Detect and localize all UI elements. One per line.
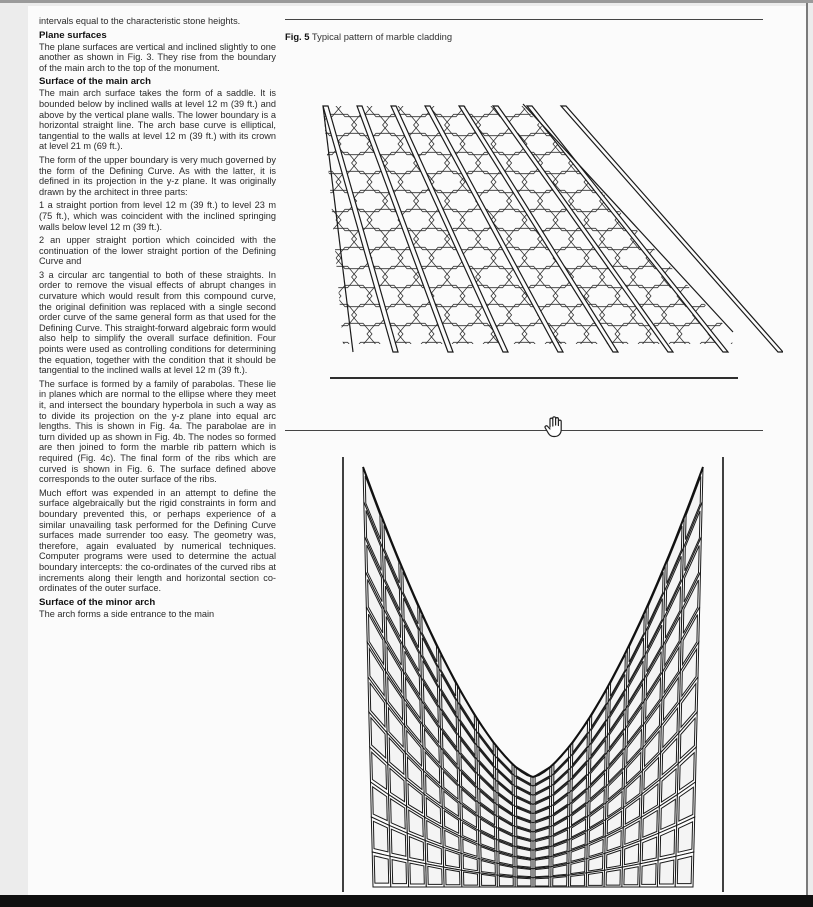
- paragraph-main-arch-2: The form of the upper boundary is very much governed by the form of the Defining Curve. As with the latter, it is defined in its projection in the y-z plane. It was originally drawn by the architect in three parts:: [39, 154, 276, 197]
- heading-main-arch: Surface of the main arch: [39, 76, 151, 88]
- viewer-bottom-bar: [0, 895, 813, 907]
- marble-cladding-pattern-drawing: [283, 94, 783, 394]
- text-column: [39, 16, 276, 622]
- figure-top-rule: [285, 19, 763, 20]
- paragraph-effort: Much effort was expended in an attempt to define the surface algebraically but the rigid constraints in form and boundary prevented this, or perhaps experience of a similar unavailing task performed for the Defining Curve surfaces made surrender too easy. The geometry was, therefore, again evaluated by numerical techniques. Computer programs were used to determine the actual boundary intercepts: the co-ordinates of the curved ribs at increments along their length and horizontal section co-ordinates of the outer surface.: [39, 487, 276, 594]
- viewer-right-border: [806, 3, 808, 895]
- figure-number: Fig. 5: [285, 31, 310, 42]
- paragraph-minor-arch: The arch forms a side entrance to the main: [39, 608, 215, 619]
- figure-caption-text: Typical pattern of marble cladding: [311, 31, 453, 42]
- paragraph-main-arch-1: The main arch surface takes the form of a saddle. It is bounded below by inclined walls at level 12 m (39 ft.) and above by the vertical plane walls. The lower boundary is a horizontal straight line. The arch base curve is elliptical, tangential to the walls at level 12 m (39 ft.) with its crown at level 21 m (69 ft.).: [39, 88, 276, 152]
- paragraph-parabolas: The surface is formed by a family of parabolas. These lie in planes which are normal to the ellipse where they meet it, and intersect the boundary hyperbola in such a way as to divide its projection on the y-z plane into equal arc lengths. This is shown in Fig. 4a. The parabolae are in turn divided up as shown in Fig. 4b. The nodes so formed are then joined to form the marble rib pattern which is required (Fig. 4c). The final form of the ribs which are curved is shown in Fig. 6. The surface defined above corresponds to the outer surface of the ribs.: [39, 378, 276, 485]
- list-item-2: 2 an upper straight portion which coincided with the continuation of the lower straight portion of the Defining Curve and: [39, 235, 276, 267]
- paragraph-intervals: intervals equal to the characteristic stone heights.: [39, 16, 241, 26]
- document-page: [28, 6, 806, 895]
- heading-plane-surfaces: Plane surfaces: [39, 29, 107, 41]
- list-item-3: 3 a circular arc tangential to both of these straights. In order to remove the visual effects of abrupt changes in curvature which would result from this compound curve, the original definition was replaced with a single second order curve of the same general form as that used for the Defining Curve. This straight-forward algebraic form would also help to simplify the overall surface definition. Four points were used as controlling conditions for determining the equation, together with the condition that it should be tangential to the inclined walls at level 12 m (39 ft.).: [39, 269, 276, 376]
- figure-caption: [285, 31, 452, 42]
- heading-minor-arch: Surface of the minor arch: [39, 596, 156, 608]
- arch-rib-pattern-drawing: [283, 452, 783, 895]
- viewer-top-border: [0, 0, 813, 3]
- hand-cursor-icon: [542, 415, 566, 439]
- paragraph-plane-surfaces: The plane surfaces are vertical and inclined slightly to one another as shown in Fig. 3. They rise from the boundary of the main arch to the top of the monument.: [39, 41, 276, 73]
- list-item-1: 1 a straight portion from level 12 m (39 ft.) to level 23 m (75 ft.), which was coincident with the inclined springing walls below level 12 m (39 ft.).: [39, 200, 276, 232]
- figure-mid-rule: [285, 430, 763, 431]
